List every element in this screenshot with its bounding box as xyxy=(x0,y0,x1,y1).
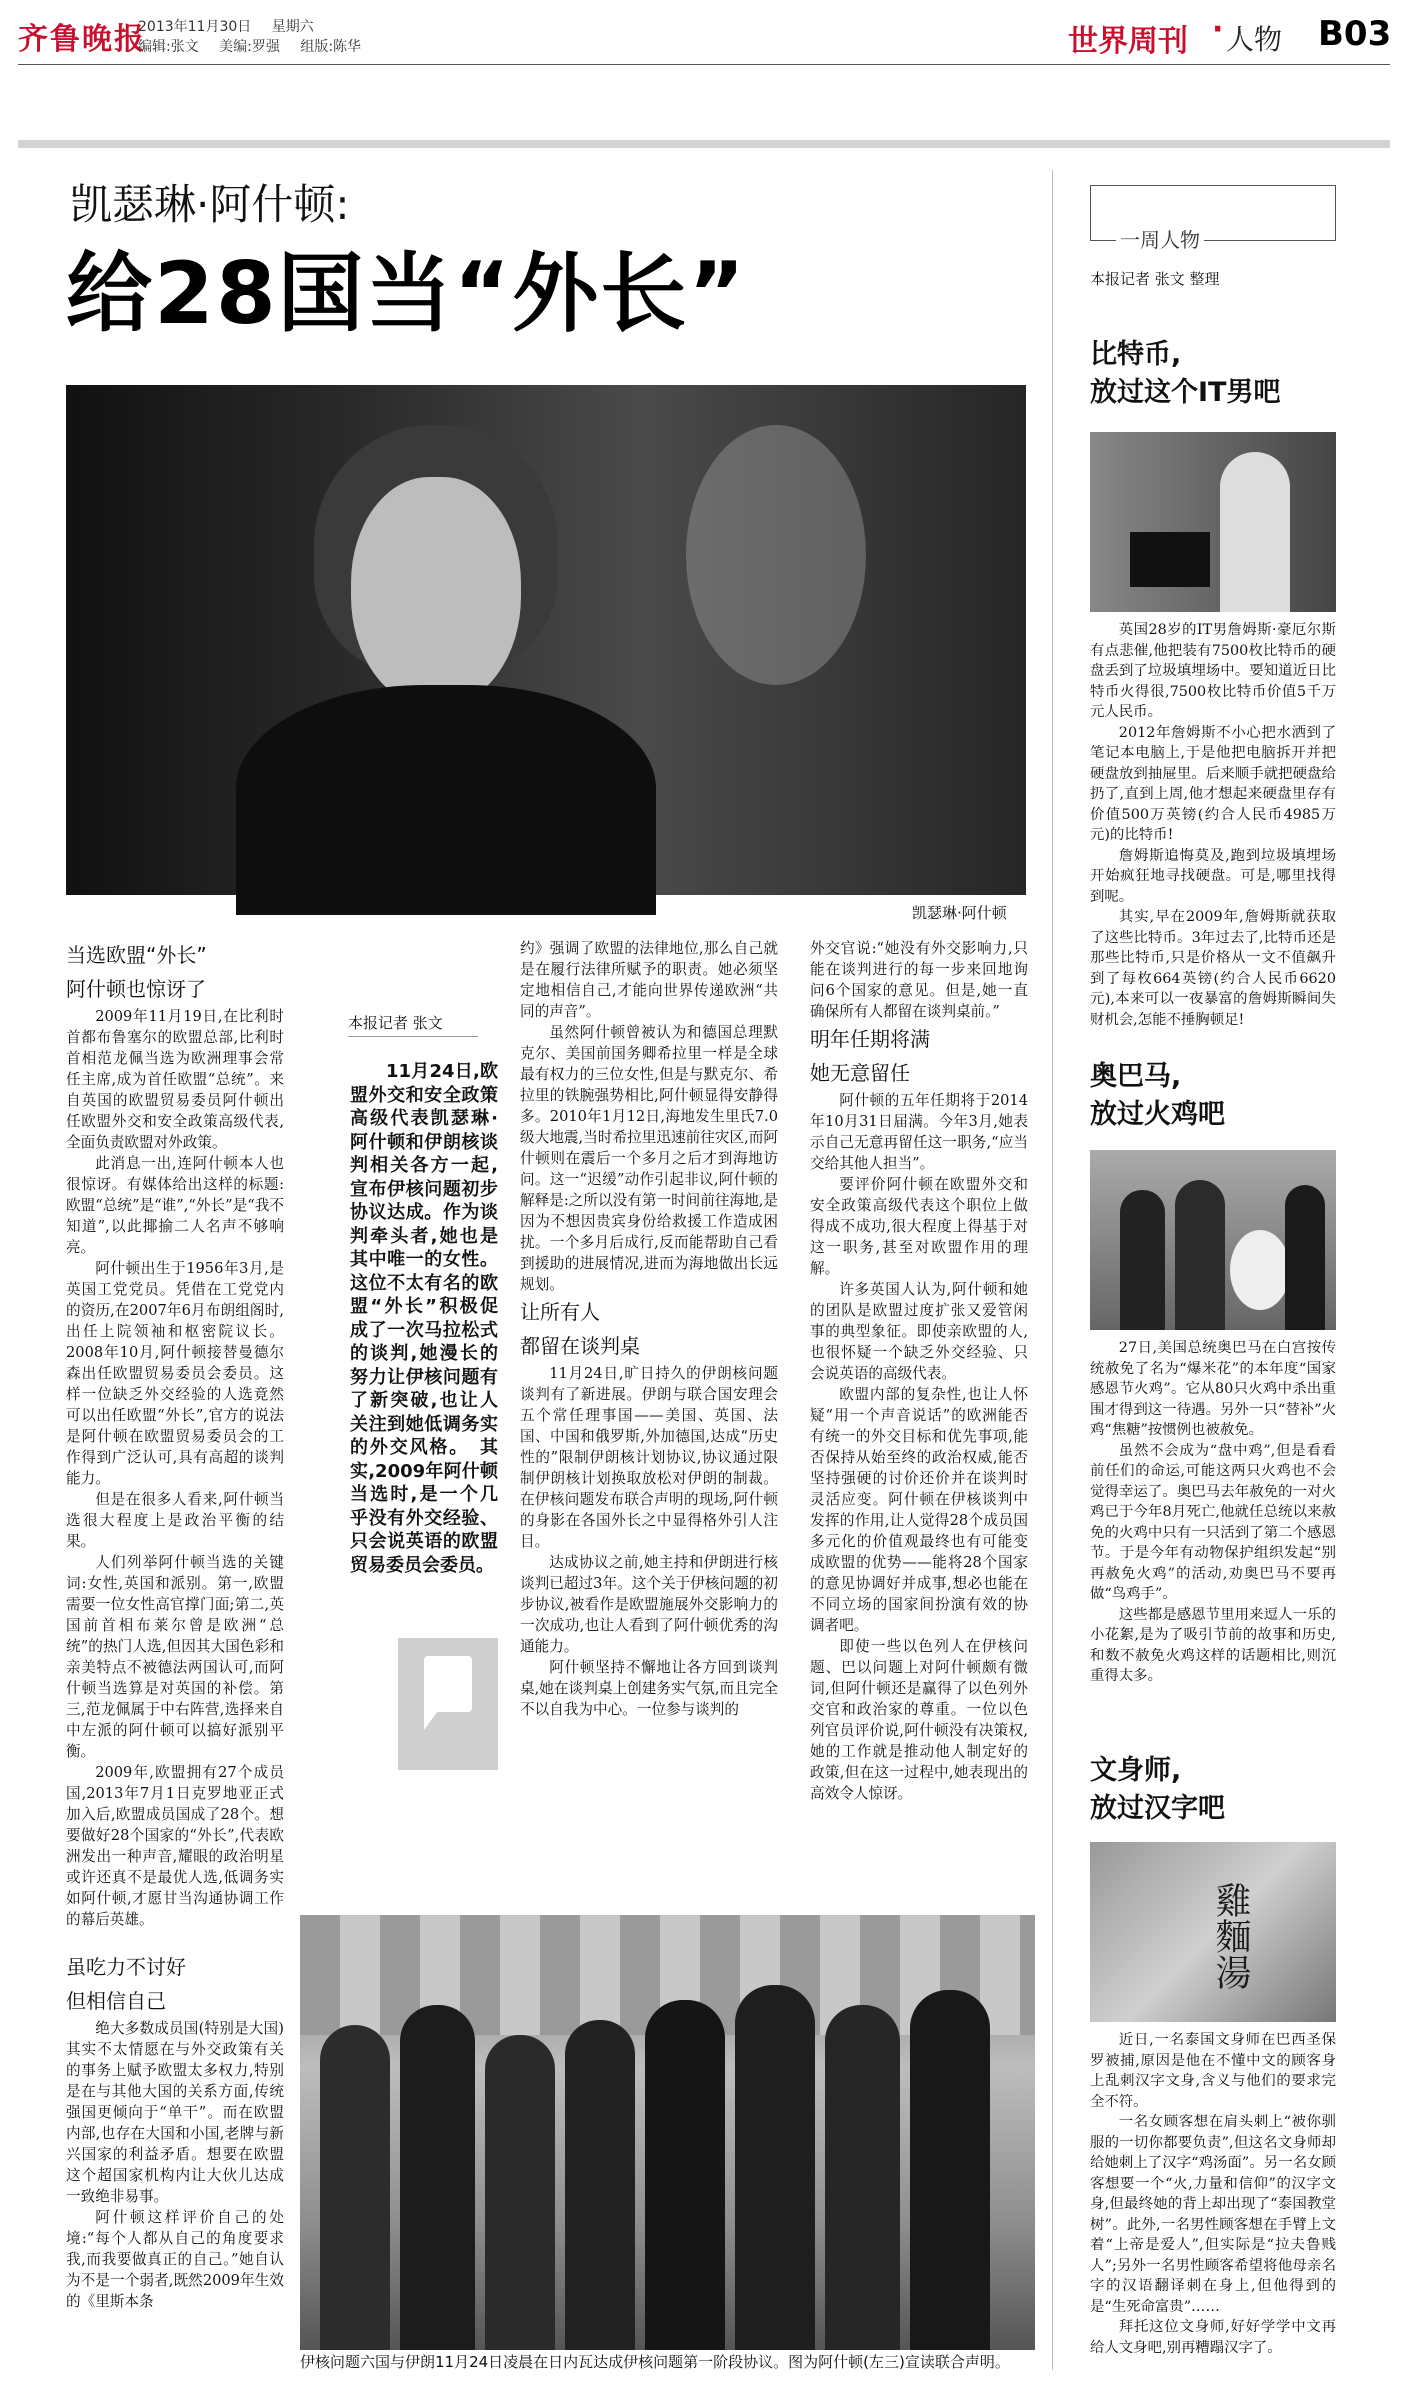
section-divider-bar xyxy=(18,140,1390,148)
headline-line: 比特币, xyxy=(1090,339,1182,370)
group-photo xyxy=(300,1915,1035,2350)
paragraph: 欧盟内部的复杂性,也让人怀疑“用一个声音说话”的欧洲能否有统一的外交目标和优先事项,能否保持从始至终的政治权威,能否坚持强硬的讨价还价并在谈判时灵活应变。阿什顿在伊核谈判中发挥的作用,让人觉得28个成员国多元化的价值观最终也有可能变成欧盟的优势——能将28个国家的意见协调好并成事,想必也能在不同立场的国家间扮演有效的协调者吧。 xyxy=(810,1386,1028,1634)
portrait-photo xyxy=(66,385,1026,895)
paragraph: 2012年詹姆斯不小心把水洒到了笔记本电脑上,于是他把电脑拆开并把硬盘放到抽屉里。后来顺手就把硬盘给扔了,直到上周,他才想起来硬盘里存有价值500万英镑(约合人民币4985万元)的比特币! xyxy=(1090,724,1336,843)
photo-bokeh-light xyxy=(686,425,866,685)
sidebar-item-3-headline xyxy=(1090,1752,1225,1828)
paper-logo: 齐鲁晚报 xyxy=(18,22,146,57)
page-number: B03 xyxy=(1318,14,1392,54)
article-lead xyxy=(350,1060,498,1576)
article-column-1-continued xyxy=(66,1950,284,2370)
paragraph: 许多英国人认为,阿什顿和她的团队是欧盟过度扩张又爱管闲事的典型象征。即使亲欧盟的人,也很怀疑一个缺乏外交经验、只会说英语的高级代表。 xyxy=(810,1281,1028,1382)
headline-line: 放过火鸡吧 xyxy=(1090,1099,1225,1130)
obama-turkey-photo xyxy=(1090,1150,1336,1330)
sidebar-item-2-text xyxy=(1090,1338,1336,1750)
layout-credit: 组版:陈华 xyxy=(300,39,362,55)
group-photo-caption: 伊核问题六国与伊朗11月24日凌晨在日内瓦达成伊核问题第一阶段协议。图为阿什顿(左三)宣读联合声明。 xyxy=(300,2353,1010,2371)
section-name: 世界周刊 xyxy=(1068,24,1188,59)
paragraph: 外交官说:“她没有外交影响力,只能在谈判进行的每一步来回地询问6个国家的意见。但是,她一直确保所有人都留在谈判桌前。” xyxy=(810,940,1028,1020)
subheading: 让所有人 xyxy=(520,1300,600,1324)
photo-person xyxy=(735,1985,815,2350)
subheading: 虽吃力不讨好 xyxy=(66,1955,186,1979)
paragraph: 即使一些以色列人在伊核问题、巴以问题上对阿什顿颇有微词,但阿什顿还是赢得了以色列外交官和政治家的尊重。一位以色列官员评价说,阿什顿没有决策权,她的工作就是推动他人制定好的政策,但在这一过程中,她表现出的高效令人惊讶。 xyxy=(810,1638,1028,1802)
paragraph: 拜托这位文身师,好好学学中文再给人文身吧,别再糟蹋汉字了。 xyxy=(1090,2319,1336,2356)
header-rule xyxy=(18,64,1390,65)
issue-weekday: 星期六 xyxy=(271,19,314,35)
sidebar-item-3-text xyxy=(1090,2030,1336,2370)
headline-line: 奥巴马, xyxy=(1090,1061,1182,1092)
article-column-4 xyxy=(810,938,1028,1918)
paragraph: 2009年11月19日,在比利时首都布鲁塞尔的欧盟总部,比利时首相范龙佩当选为欧洲理事会常任主席,成为首任欧盟“总统”。来自英国的欧盟贸易委员阿什顿出任欧盟外交和安全政策高级代表,全面负责欧盟对外政策。 xyxy=(66,1008,284,1151)
headline-line: 放过汉字吧 xyxy=(1090,1793,1225,1824)
photo-person xyxy=(910,1990,990,2350)
paragraph: 绝大多数成员国(特别是大国)其实不太情愿在与外交政策有关的事务上赋予欧盟太多权力,特别是在与其他大国的关系方面,传统强国更倾向于“单干”。而在欧盟内部,也存在大国和小国,老牌与新兴国家的利益矛盾。想要在欧盟这个超国家机构内让大伙儿达成一致绝非易事。 xyxy=(66,2020,284,2205)
sidebar-divider xyxy=(1052,170,1053,2370)
paragraph: 但是在很多人看来,阿什顿当选很大程度上是政治平衡的结果。 xyxy=(66,1491,284,1550)
masthead-date-line xyxy=(138,16,330,36)
photo-person xyxy=(320,2025,390,2350)
photo-person xyxy=(400,2005,475,2350)
subheading: 都留在谈判桌 xyxy=(520,1334,640,1358)
editor-credit: 编辑:张文 xyxy=(138,39,199,55)
article-kicker: 凯瑟琳·阿什顿: xyxy=(70,180,350,229)
subheading: 当选欧盟“外长” xyxy=(66,943,207,967)
photo-person xyxy=(645,2000,725,2350)
paragraph: 要评价阿什顿在欧盟外交和安全政策高级代表这个职位上做得成不成功,很大程度上得基于对这一职务,甚至对欧盟作用的理解。 xyxy=(810,1176,1028,1277)
photo-person xyxy=(485,2035,555,2350)
sidebar-item-2-headline xyxy=(1090,1058,1225,1134)
paragraph: 约》强调了欧盟的法律地位,那么自己就是在履行法律所赋予的职责。她必须坚定地相信自己,才能向世界传递欧洲“共同的声音”。 xyxy=(520,940,778,1020)
paragraph: 27日,美国总统奥巴马在白宫按传统赦免了名为“爆米花”的本年度“国家感恩节火鸡”。它从80只火鸡中杀出重围才得到这一待遇。另外一只“替补”火鸡“焦糖”按惯例也被赦免。 xyxy=(1090,1340,1336,1438)
article-column-1 xyxy=(66,938,284,1938)
paragraph: 这些都是感恩节里用来逗人一乐的小花絮,是为了吸引节前的故事和历史,和数不赦免火鸡这样的话题相比,则沉重得太多。 xyxy=(1090,1606,1336,1684)
paragraph: 近日,一名泰国文身师在巴西圣保罗被捕,原因是他在不懂中文的顾客身上乱刺汉字文身,含义与他们的要求完全不符。 xyxy=(1090,2032,1336,2110)
photo-person xyxy=(565,2020,635,2350)
designer-credit: 美编:罗强 xyxy=(219,39,280,55)
article-byline: 本报记者 张文 xyxy=(348,1014,443,1032)
sidebar-byline: 本报记者 张文 整理 xyxy=(1090,270,1220,288)
subheading: 阿什顿也惊讶了 xyxy=(66,977,206,1001)
paragraph: 此消息一出,连阿什顿本人也很惊讶。有媒体给出这样的标题:欧盟“总统”是“谁”,“外长”是“我不知道”,以此揶揄二人名声不够响亮。 xyxy=(66,1155,284,1256)
paragraph: 虽然不会成为“盘中鸡”,但是看看前任们的命运,可能这两只火鸡也不会觉得幸运了。奥巴马去年赦免的一对火鸡已于今年8月死亡,他就任总统以来赦免的火鸡中只有一只活到了第二个感恩节。于是今年有动物保护组织发起“别再赦免火鸡”的活动,劝奥巴马不要再做“鸟鸡手”。 xyxy=(1090,1442,1336,1602)
masthead-credits-line xyxy=(138,36,377,56)
subheading: 明年任期将满 xyxy=(810,1027,930,1051)
paragraph: 11月24日,旷日持久的伊朗核问题谈判有了新进展。伊朗与联合国安理会五个常任理事国——美国、英国、法国、中国和俄罗斯,外加德国,达成“历史性的”限制伊朗核计划协议,协议通过限制伊朗核计划换取放松对伊朗的制裁。在伊核问题发布联合声明的现场,阿什顿的身影在各国外长之中显得格外引人注目。 xyxy=(520,1365,778,1550)
photo-subject-body xyxy=(236,685,656,915)
article-column-3 xyxy=(520,938,778,1918)
subheading: 但相信自己 xyxy=(66,1989,166,2013)
photo-person xyxy=(1220,452,1290,612)
paragraph: 英国28岁的IT男詹姆斯·豪厄尔斯有点悲催,他把装有7500枚比特币的硬盘丢到了垃圾填埋场中。要知道近日比特币火得很,7500枚比特币价值5千万元人民币。 xyxy=(1090,622,1336,720)
paragraph: 2009年,欧盟拥有27个成员国,2013年7月1日克罗地亚正式加入后,欧盟成员国成了28个。想要做好28个国家的“外长”,代表欧洲发出一种声音,耀眼的政治明星或许还真不是最优人选,低调务实如阿什顿,才愿甘当沟通协调工作的幕后英雄。 xyxy=(66,1764,284,1928)
issue-date: 2013年11月30日 xyxy=(138,19,252,35)
photo-person xyxy=(1120,1190,1165,1330)
photo-person xyxy=(1285,1185,1325,1330)
paragraph: 阿什顿这样评价自己的处境:“每个人都从自己的角度要求我,而我要做真正的自己。”她自认为不是一个弱者,既然2009年生效的《里斯本条 xyxy=(66,2209,284,2310)
photo-subject-face xyxy=(351,477,521,707)
paragraph: 达成协议之前,她主持和伊朗进行核谈判已超过3年。这个关于伊核问题的初步协议,被看作是欧盟施展外交影响力的一次成功,也让人看到了阿什顿优秀的沟通能力。 xyxy=(520,1554,778,1655)
it-man-photo xyxy=(1090,432,1336,612)
tattoo-photo xyxy=(1090,1842,1336,2022)
paragraph: 一名女顾客想在肩头刺上“被你驯服的一切你都要负责”,但这名文身师却给她刺上了汉字“鸡汤面”。另一名女顾客想要一个“火,力量和信仰”的汉字文身,但最终她的背上却出现了“泰国教堂树”。此外,一名男性顾客想在手臂上文着“上帝是爱人”,但实际是“拉夫鲁贱人”;另外一名男性顾客希望将他母亲名字的汉语翻译刺在身上,但他得到的是“生死命富贵”…… xyxy=(1090,2114,1336,2315)
paragraph: 詹姆斯追悔莫及,跑到垃圾填埋场开始疯狂地寻找硬盘。可是,哪里找得到呢。 xyxy=(1090,847,1336,905)
portrait-caption: 凯瑟琳·阿什顿 xyxy=(912,904,1007,922)
article-headline: 给28国当“外长” xyxy=(66,244,747,344)
paragraph: 人们列举阿什顿当选的关键词:女性,英国和派别。第一,欧盟需要一位女性高官撑门面;第二,英国前首相布莱尔曾是欧洲“总统”的热门人选,但因其大国色彩和亲美特点不被德法两国认可,而阿什顿当选算是对英国的补偿。第三,范龙佩属于中右阵营,选择来自中左派的阿什顿可以搞好派别平衡。 xyxy=(66,1554,284,1760)
speech-bubble-tail xyxy=(424,1700,446,1730)
headline-line: 放过这个IT男吧 xyxy=(1090,377,1281,408)
photo-laptop xyxy=(1130,532,1210,587)
sidebar-item-1-text xyxy=(1090,620,1336,1050)
paragraph: 其实,早在2009年,詹姆斯就获取了这些比特币。3年过去了,比特币还是那些比特币,只是价格从一文不值飙升到了每枚664英镑(约合人民币6620元),本来可以一夜暴富的詹姆斯瞬间失财机会,怎能不捶胸顿足! xyxy=(1090,909,1336,1028)
section-subname: 人物 xyxy=(1226,23,1283,56)
weekly-people-label: 一周人物 xyxy=(1116,224,1204,253)
sidebar-item-1-headline xyxy=(1090,336,1280,412)
photo-turkey xyxy=(1230,1230,1290,1310)
section-separator: · xyxy=(1212,12,1224,47)
paragraph: 阿什顿出生于1956年3月,是英国工党党员。凭借在工党党内的资历,在2007年6月布朗组阁时,出任上院领袖和枢密院议长。2008年10月,阿什顿接替曼德尔森出任欧盟贸易委员会委员。这样一位缺乏外交经验的人选竟然可以出任欧盟“外长”,官方的说法是阿什顿在欧盟贸易委员会的工作得到广泛认可,具有高超的谈判能力。 xyxy=(66,1260,284,1487)
headline-line: 文身师, xyxy=(1090,1755,1182,1786)
paragraph: 阿什顿的五年任期将于2014年10月31日届满。今年3月,她表示自己无意再留任这一职务,“应当交给其他人担当”。 xyxy=(810,1092,1028,1172)
subheading: 她无意留任 xyxy=(810,1061,910,1085)
lead-paragraph: 11月24日,欧盟外交和安全政策高级代表凯瑟琳·阿什顿和伊朗核谈判相关各方一起,宣布伊核问题初步协议达成。作为谈判牵头者,她也是其中唯一的女性。这位不太有名的欧盟“外长”积极促成了一次马拉松式的谈判,她漫长的努力让伊核问题有了新突破,也让人关注到她低调务实的外交风格。 其实,2009年阿什顿当选时,是一个几乎没有外交经验、只会说英语的欧盟贸易委员会委员。 xyxy=(350,1061,498,1576)
paragraph: 阿什顿坚持不懈地让各方回到谈判桌,她在谈判桌上创建务实气氛,而且完全不以自我为中心。一位参与谈判的 xyxy=(520,1659,778,1718)
photo-person xyxy=(1175,1180,1225,1330)
tattoo-text: 雞麵湯 xyxy=(1210,1882,1251,1990)
photo-person xyxy=(825,2005,900,2350)
byline-rule xyxy=(348,1036,478,1037)
paragraph: 虽然阿什顿曾被认为和德国总理默克尔、美国前国务卿希拉里一样是全球最有权力的三位女性,但是与默克尔、希拉里的铁腕强势相比,阿什顿显得安静得多。2010年1月12日,海地发生里氏7.0级大地震,当时希拉里迅速前往灾区,而阿什顿则在震后一个多月之后才到海地访问。这一“迟缓”动作引起非议,阿什顿的解释是:之所以没有第一时间前往海地,是因为不想因贵宾身份给救援工作造成困扰。一个多月后成行,反而能帮助自己看到援助的进展情况,进而为海地做出长远规划。 xyxy=(520,1024,778,1293)
